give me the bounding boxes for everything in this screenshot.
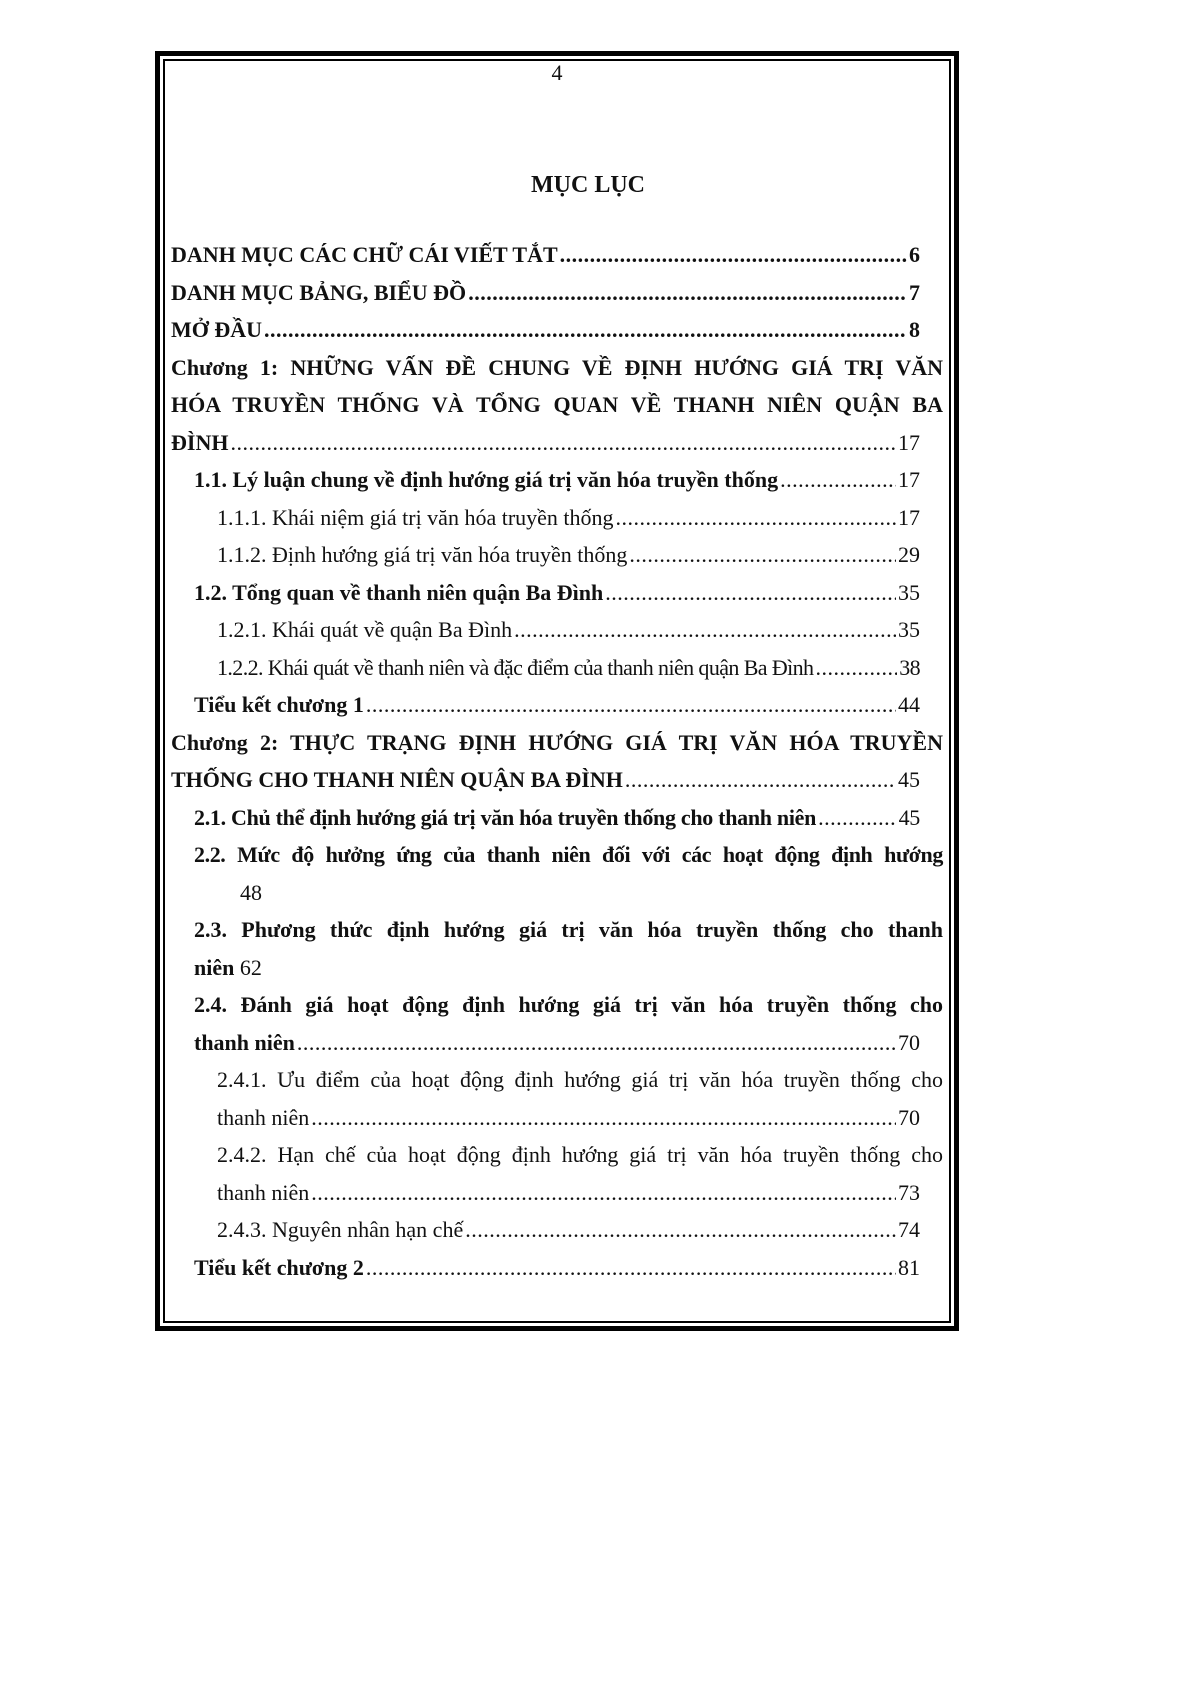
toc-entry-chapter-2[interactable]	[171, 724, 947, 799]
toc-page-number: 35	[898, 579, 920, 605]
chapter-2-title-line-1: Chương 2: THỰC TRẠNG ĐỊNH HƯỚNG GIÁ TRỊ VĂN HÓA TRUYỀN	[171, 729, 943, 755]
dot-leader	[616, 499, 896, 537]
toc-page-number: 62	[239, 954, 262, 980]
toc-page-number: 48	[240, 879, 262, 905]
toc-entry-2-3[interactable]: 2.3. Phương thức định hướng giá trị văn hóa truyền thống cho thanh niên 62	[194, 917, 943, 980]
table-of-contents	[171, 236, 947, 1286]
toc-page-number: 74	[898, 1217, 920, 1242]
toc-page-number: 38	[899, 654, 920, 680]
toc-page-number: 35	[898, 617, 920, 642]
toc-page-number: 81	[898, 1254, 920, 1280]
dot-leader	[311, 1099, 896, 1137]
dot-leader	[818, 799, 897, 837]
toc-page-number: 29	[898, 542, 920, 567]
toc-entry-2-4-3[interactable]: 2.4.3. Nguyên nhân hạn chế ..... 74	[171, 1211, 947, 1249]
chapter-2-title-line-2: THỐNG CHO THANH NIÊN QUẬN BA ĐÌNH	[171, 767, 623, 792]
dot-leader	[297, 1024, 896, 1062]
toc-entry-2-4-1[interactable]: 2.4.1. Ưu điểm của hoạt động định hướng giá trị văn hóa truyền thống cho thanh niên ..... 70	[171, 1061, 947, 1136]
toc-entry-1-2-1[interactable]: 1.2.1. Khái quát về quận Ba Đình ..... 35	[171, 611, 947, 649]
toc-page-number: 7	[909, 279, 920, 305]
toc-entry-2-4[interactable]: 2.4. Đánh giá hoạt động định hướng giá trị văn hóa truyền thống cho thanh niên ..... 70	[171, 986, 947, 1061]
toc-page-number: 8	[909, 317, 920, 342]
dot-leader	[264, 311, 907, 349]
dot-leader	[514, 611, 896, 649]
toc-entry-1-1[interactable]: 1.1. Lý luận chung về định hướng giá trị văn hóa truyền thống ..... 17	[171, 461, 947, 499]
dot-leader	[230, 424, 896, 462]
toc-entry-introduction[interactable]: MỞ ĐẦU ..... 8	[171, 311, 947, 349]
dot-leader	[560, 236, 907, 274]
toc-page-number: 45	[898, 804, 920, 830]
toc-entry-2-1[interactable]: 2.1. Chủ thể định hướng giá trị văn hóa truyền thống cho thanh niên ..... 45	[171, 799, 947, 837]
toc-page-number: 17	[898, 467, 920, 492]
toc-entry-chapter-1-summary[interactable]: Tiểu kết chương 1 ..... 44	[171, 686, 947, 724]
chapter-1-title-line-1: Chương 1: NHỮNG VẤN ĐỀ CHUNG VỀ ĐỊNH HƯỚNG GIÁ TRỊ VĂN	[171, 354, 943, 380]
dot-leader	[311, 1174, 896, 1212]
toc-entry-1-1-2[interactable]: 1.1.2. Định hướng giá trị văn hóa truyền thống ..... 29	[171, 536, 947, 574]
dot-leader	[629, 536, 896, 574]
dot-leader	[366, 1249, 896, 1287]
chapter-1-title-line-3: ĐÌNH	[171, 429, 229, 455]
toc-title: MỤC LỤC	[531, 172, 645, 198]
dot-leader	[815, 649, 897, 687]
toc-page-number: 45	[898, 767, 920, 792]
toc-page-number: 70	[898, 1029, 920, 1055]
toc-page-number: 6	[909, 242, 920, 267]
dot-leader	[780, 461, 896, 499]
toc-page-number: 17	[898, 504, 920, 530]
dot-leader	[366, 686, 896, 724]
page-number: 4	[551, 60, 563, 85]
toc-page-number: 70	[898, 1104, 920, 1130]
toc-entry-2-2[interactable]: 2.2. Mức độ hưởng ứng của thanh niên đối với các hoạt động định hướng 48	[194, 842, 943, 905]
toc-entry-chapter-2-summary[interactable]: Tiểu kết chương 2 ..... 81	[171, 1249, 947, 1287]
toc-entry-abbreviations[interactable]: DANH MỤC CÁC CHỮ CÁI VIẾT TẮT ..... 6	[171, 236, 947, 274]
toc-page-number: 17	[898, 429, 920, 455]
dot-leader	[605, 574, 896, 612]
dot-leader	[465, 1211, 896, 1249]
toc-entry-tables[interactable]: DANH MỤC BẢNG, BIỂU ĐỒ ..... 7	[171, 274, 947, 312]
toc-entry-1-2[interactable]: 1.2. Tổng quan về thanh niên quận Ba Đình ..... 35	[171, 574, 947, 612]
toc-entry-1-2-2[interactable]: 1.2.2. Khái quát về thanh niên và đặc điểm của thanh niên quận Ba Đình ..... 38	[171, 649, 947, 687]
dot-leader	[468, 274, 907, 312]
toc-page-number: 44	[898, 692, 920, 717]
toc-entry-chapter-1[interactable]	[171, 349, 947, 462]
toc-entry-2-4-2[interactable]: 2.4.2. Hạn chế của hoạt động định hướng giá trị văn hóa truyền thống cho thanh niên ..... 73	[171, 1136, 947, 1211]
toc-entry-1-1-1[interactable]: 1.1.1. Khái niệm giá trị văn hóa truyền thống ..... 17	[171, 499, 947, 537]
toc-page-number: 73	[898, 1179, 920, 1205]
chapter-1-title-line-2: HÓA TRUYỀN THỐNG VÀ TỔNG QUAN VỀ THANH NIÊN QUẬN BA	[171, 392, 943, 417]
dot-leader	[625, 761, 896, 799]
